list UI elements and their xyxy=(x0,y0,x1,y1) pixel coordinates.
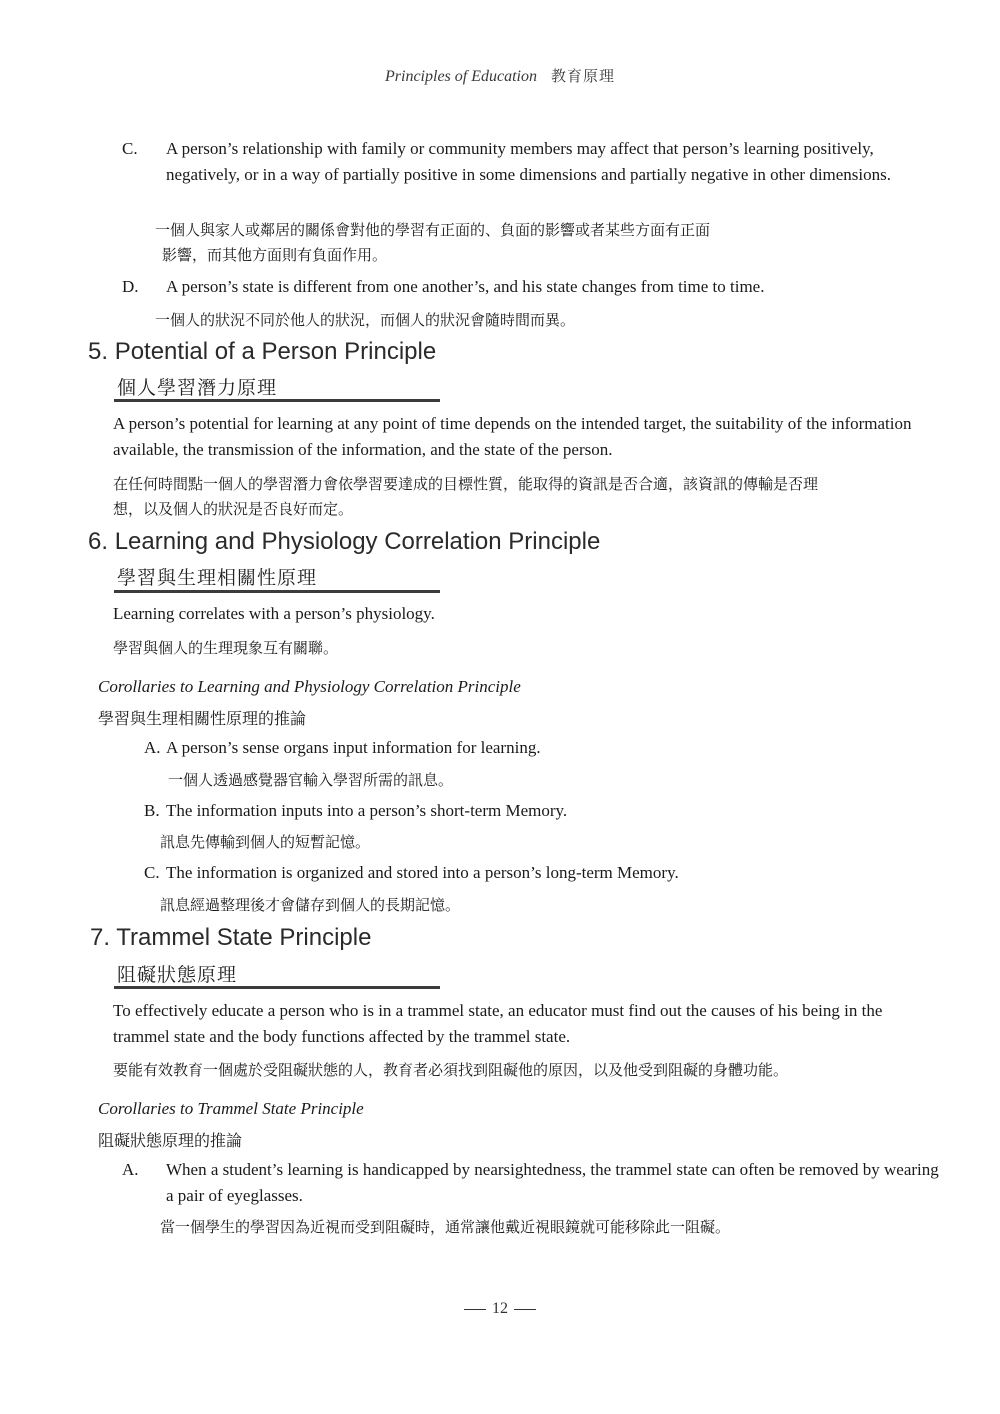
corollary-heading-zh: 學習與生理相關性原理的推論 xyxy=(98,709,307,728)
section-body: Learning correlates with a person’s physiology. xyxy=(113,604,435,623)
item-label: D. xyxy=(122,277,139,296)
item-translation: 訊息先傳輸到個人的短暫記憶。 xyxy=(160,833,371,851)
header-title-zh: 教育原理 xyxy=(550,67,615,85)
item-translation: 影響，而其他方面則有負面作用。 xyxy=(162,246,388,264)
item-label: C. xyxy=(122,139,138,158)
item-label: C. xyxy=(144,863,160,882)
section-title-zh: 阻礙狀態原理 xyxy=(117,964,238,986)
section-heading xyxy=(88,338,436,366)
section-body-zh: 在任何時間點一個人的學習潛力會依學習要達成的目標性質，能取得的資訊是否合適，該資訊的傳輸是否理 xyxy=(113,475,819,493)
section-title: Learning and Physiology Correlation Principle xyxy=(114,528,601,555)
item-text: A person’s sense organs input information for learning. xyxy=(166,738,541,757)
list-item xyxy=(144,860,924,886)
item-text: A person’s relationship with family or community members may affect that person’s learning positively, negatively, or in a way of partially positive in some dimensions and partially negative in other dimensions. xyxy=(166,139,892,184)
section-body-zh: 想，以及個人的狀況是否良好而定。 xyxy=(113,500,354,518)
list-item xyxy=(144,735,924,761)
item-text: The information is organized and stored into a person’s long-term Memory. xyxy=(166,863,679,882)
section-title-zh: 學習與生理相關性原理 xyxy=(117,567,318,589)
section-body-zh: 學習與個人的生理現象互有關聯。 xyxy=(113,639,339,657)
corollary-heading: Corollaries to Learning and Physiology Correlation Principle xyxy=(98,677,521,696)
footer-dash-left xyxy=(464,1309,486,1310)
item-translation: 一個人與家人或鄰居的關係會對他的學習有正面的、負面的影響或者某些方面有正面 xyxy=(155,221,711,239)
footer-dash-right xyxy=(514,1309,536,1310)
item-translation: 當一個學生的學習因為近視而受到阻礙時，通常讓他戴近視眼鏡就可能移除此一阻礙。 xyxy=(160,1218,731,1236)
section-title: Potential of a Person Principle xyxy=(114,338,437,365)
running-header xyxy=(0,64,1000,89)
list-item xyxy=(144,798,924,824)
item-text: A person’s state is different from one another’s, and his state changes from time to time. xyxy=(166,277,765,296)
header-title-en: Principles of Education xyxy=(385,68,537,85)
item-label: A. xyxy=(122,1160,139,1179)
section-underline xyxy=(114,399,440,402)
list-item xyxy=(122,136,946,187)
section-body: A person’s potential for learning at any point of time depends on the intended target, the suitability of the information available, the transmission of the information, and the state of the person. xyxy=(113,414,912,459)
section-title-zh: 個人學習潛力原理 xyxy=(117,377,278,399)
item-text: When a student’s learning is handicapped by nearsightedness, the trammel state can often be removed by wearing a pair of eyeglasses. xyxy=(166,1160,939,1205)
section-heading xyxy=(88,528,600,556)
item-translation: 訊息經過整理後才會儲存到個人的長期記憶。 xyxy=(160,896,461,914)
item-translation: 一個人透過感覺器官輸入學習所需的訊息。 xyxy=(168,771,454,789)
section-underline xyxy=(114,590,440,593)
corollary-heading: Corollaries to Trammel State Principle xyxy=(98,1099,364,1118)
item-translation: 一個人的狀況不同於他人的狀況，而個人的狀況會隨時間而異。 xyxy=(155,311,576,329)
section-body-zh: 要能有效教育一個處於受阻礙狀態的人，教育者必須找到阻礙他的原因，以及他受到阻礙的身體功能。 xyxy=(113,1061,789,1079)
page-footer xyxy=(0,1300,1000,1318)
section-number: 7. xyxy=(90,924,111,951)
list-item xyxy=(122,274,946,300)
item-label: A. xyxy=(144,738,161,757)
item-text: The information inputs into a person’s short-term Memory. xyxy=(166,801,568,820)
corollary-heading-zh: 阻礙狀態原理的推論 xyxy=(98,1131,243,1150)
section-number: 6. xyxy=(88,528,109,555)
list-item xyxy=(122,1157,946,1208)
section-body: To effectively educate a person who is in a trammel state, an educator must find out the causes of his being in the trammel state and the body functions affected by the trammel state. xyxy=(113,1001,883,1046)
page-number: 12 xyxy=(492,1300,508,1317)
section-underline xyxy=(114,986,440,989)
section-number: 5. xyxy=(88,338,109,365)
section-heading xyxy=(90,924,371,952)
section-title: Trammel State Principle xyxy=(116,924,372,951)
item-label: B. xyxy=(144,801,160,820)
